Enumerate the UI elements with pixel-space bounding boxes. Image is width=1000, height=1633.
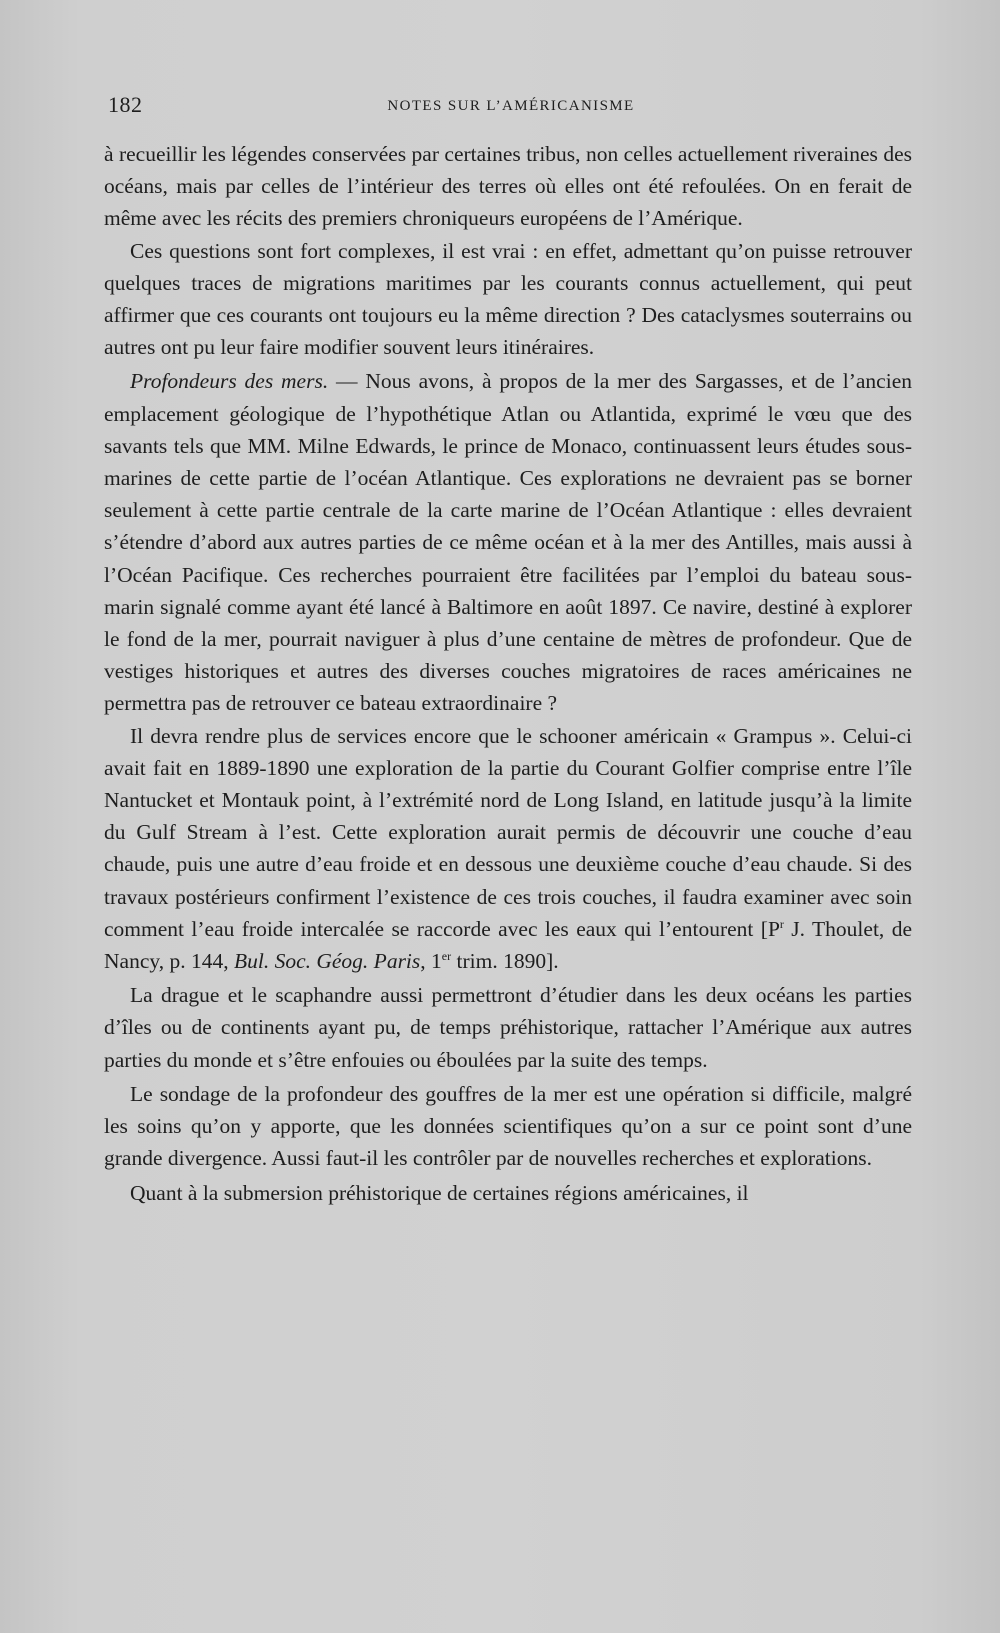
body-text [104,138,912,1209]
paragraph-questions: Ces questions sont fort complexes, il est vrai : en effet, admettant qu’on puisse retrouver quelques traces de migrations maritimes par les courants connus actuellement, qui peut affirmer que ces courants ont toujours eu la même direction ? Des cataclysmes souterrains ou autres ont pu leur faire modifier souvent leurs itinéraires. [104,238,912,360]
paragraph-grampus-text: Il devra rendre plus de services encore que le schooner américain « Grampus ». Celui-ci avait fait en 1889-1890 une exploration de la partie du Courant Golfier comprise entre l’île Nantucket et Montauk point, à l’extrémité nord de Long Island, en latitude jusqu’à la limite du Gulf Stream à l’est. Cette exploration aurait permis de découvrir une couche d’eau chaude, puis une autre d’eau froide et en dessous une deuxième couche d’eau chaude. Si des travaux postérieurs confirment l’existence de ces trois couches, il faudra examiner avec soin comment l’eau froide intercalée se raccorde avec les eaux qui l’entourent [ [104,723,912,941]
paragraph-grampus [104,720,912,978]
paragraph-depths-text: — Nous avons, à propos de la mer des Sargasses, et de l’ancien emplacement géologique de l’hypothétique Atlan ou Atlantida, exprimé le vœu que des savants tels que MM. Milne Edwards, le prince de Monaco, continuassent leurs études sous-marines de cette partie de l’océan Atlantique. Ces explorations ne devraient pas se borner seulement à cette partie centrale de la carte marine de l’Océan Atlantique : elles devraient s’étendre d’abord aux autres parties de ce même océan et à la mer des Antilles, mais aussi à l’Océan Pacifique. Ces recherches pourraient être facilitées par l’emploi du bateau sous-marin signalé comme ayant été lancé à Baltimore en août 1897. Ce navire, destiné à explorer le fond de la mer, pourrait naviguer à plus d’une centaine de mètres de profondeur. Que de vestiges historiques et autres des diverses couches migratoires de races américaines ne permettra pas de retrouver ce bateau extraordinaire ? [104,369,912,716]
section-heading-depths: Profondeurs des mers. [130,369,329,394]
page-number: 182 [108,92,143,117]
paragraph-submersion: Quant à la submersion préhistorique de certaines régions américaines, il [130,1180,749,1205]
reference-number: 1 [431,949,442,974]
paragraph-sounding: Le sondage de la profondeur des gouffres de la mer est une opération si difficile, malgré les soins qu’on y apporte, que les données scientifiques qu’on a sur ce point sont d’une grande divergence. Aussi faut-il les contrôler par de nouvelles recherches et explorations. [104,1081,912,1171]
reference-journal: Bul. Soc. Géog. Paris [233,949,421,974]
reference-tail: trim. 1890]. [451,949,559,974]
paragraph-dredge: La drague et le scaphandre aussi permettront d’étudier dans les deux océans les parties d’îles ou de continents ayant pu, de temps préhistorique, rattacher l’Amérique aux autres parties du monde et s’être enfouies ou éboulées par la suite des temps. [104,983,912,1072]
reference-separator: , [420,949,432,974]
reference-title-superscript: r [779,916,784,931]
running-header [108,92,914,124]
paragraph-continuation: à recueillir les légendes conservées par certaines tribus, non celles actuellement riveraines des océans, mais par celles de l’intérieur des terres où elles ont été refoulées. On en ferait de même avec les récits des premiers chroniqueurs européens de l’Amérique. [104,142,912,231]
running-title: NOTES SUR L’AMÉRICANISME [387,98,635,114]
reference-author: J. Thoulet, de Nancy, p. 144, [104,916,912,974]
paragraph-depths [104,365,912,719]
reference-title: P [767,916,780,941]
reference-number-superscript: er [441,949,452,964]
